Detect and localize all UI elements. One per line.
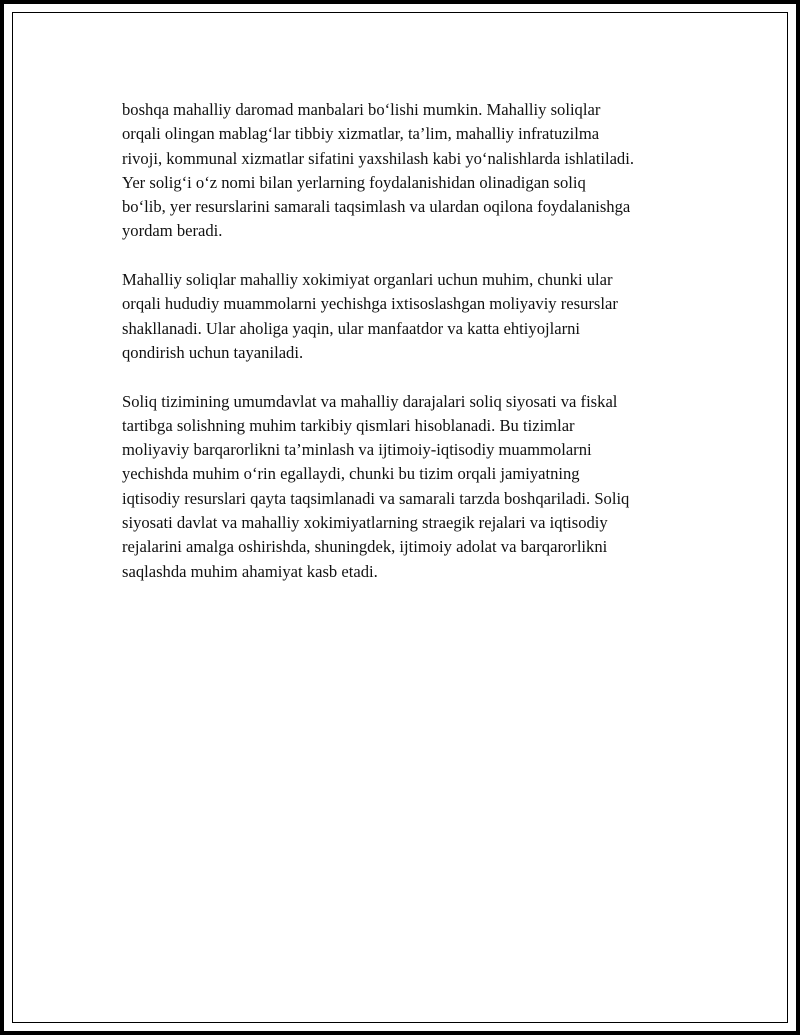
text-line: Mahalliy soliqlar mahalliy xokimiyat organlari uchun muhim, chunki ular xyxy=(122,270,613,290)
text-line: rejalarini amalga oshirishda, shuningdek, ijtimoiy adolat va barqarorlikni xyxy=(122,537,608,557)
text-line: iqtisodiy resurslari qayta taqsimlanadi va samarali tarzda boshqariladi. Soliq xyxy=(122,488,630,508)
text-line: orqali hududiy muammolarni yechishga ixtisoslashgan moliyaviy resurslar xyxy=(122,294,618,314)
text-line: Soliq tizimining umumdavlat va mahalliy darajalari soliq siyosati va fiskal xyxy=(122,391,618,411)
text-line: qondirish uchun tayaniladi. xyxy=(122,342,304,362)
text-line: shakllanadi. Ular aholiga yaqin, ular manfaatdor va katta ehtiyojlarni xyxy=(122,318,581,338)
paragraph-local-taxes-importance xyxy=(122,268,712,365)
document-body xyxy=(122,98,712,608)
text-line: siyosati davlat va mahalliy xokimiyatlarning straegik rejalari va iqtisodiy xyxy=(122,513,608,533)
text-line: rivoji, kommunal xizmatlar sifatini yaxshilash kabi yo‘nalishlarda ishlatiladi. xyxy=(122,148,634,168)
text-line: tartibga solishning muhim tarkibiy qismlari hisoblanadi. Bu tizimlar xyxy=(122,415,575,435)
text-line: boshqa mahalliy daromad manbalari bo‘lishi mumkin. Mahalliy soliqlar xyxy=(122,100,601,119)
text-line: yordam beradi. xyxy=(122,221,223,241)
text-line: saqlashda muhim ahamiyat kasb etadi. xyxy=(122,561,378,581)
text-line: moliyaviy barqarorlikni ta’minlash va ijtimoiy-iqtisodiy muammolarni xyxy=(122,440,592,460)
text-line: bo‘lib, yer resurslarini samarali taqsimlash va ulardan oqilona foydalanishga xyxy=(122,197,631,217)
paragraph-local-revenue xyxy=(122,98,712,244)
text-line: Yer solig‘i o‘z nomi bilan yerlarning foydalanishidan olinadigan soliq xyxy=(122,172,586,192)
paragraph-tax-system-levels xyxy=(122,390,712,584)
text-line: orqali olingan mablag‘lar tibbiy xizmatlar, ta’lim, mahalliy infratuzilma xyxy=(122,124,600,144)
text-line: yechishda muhim o‘rin egallaydi, chunki bu tizim orqali jamiyatning xyxy=(122,464,580,484)
